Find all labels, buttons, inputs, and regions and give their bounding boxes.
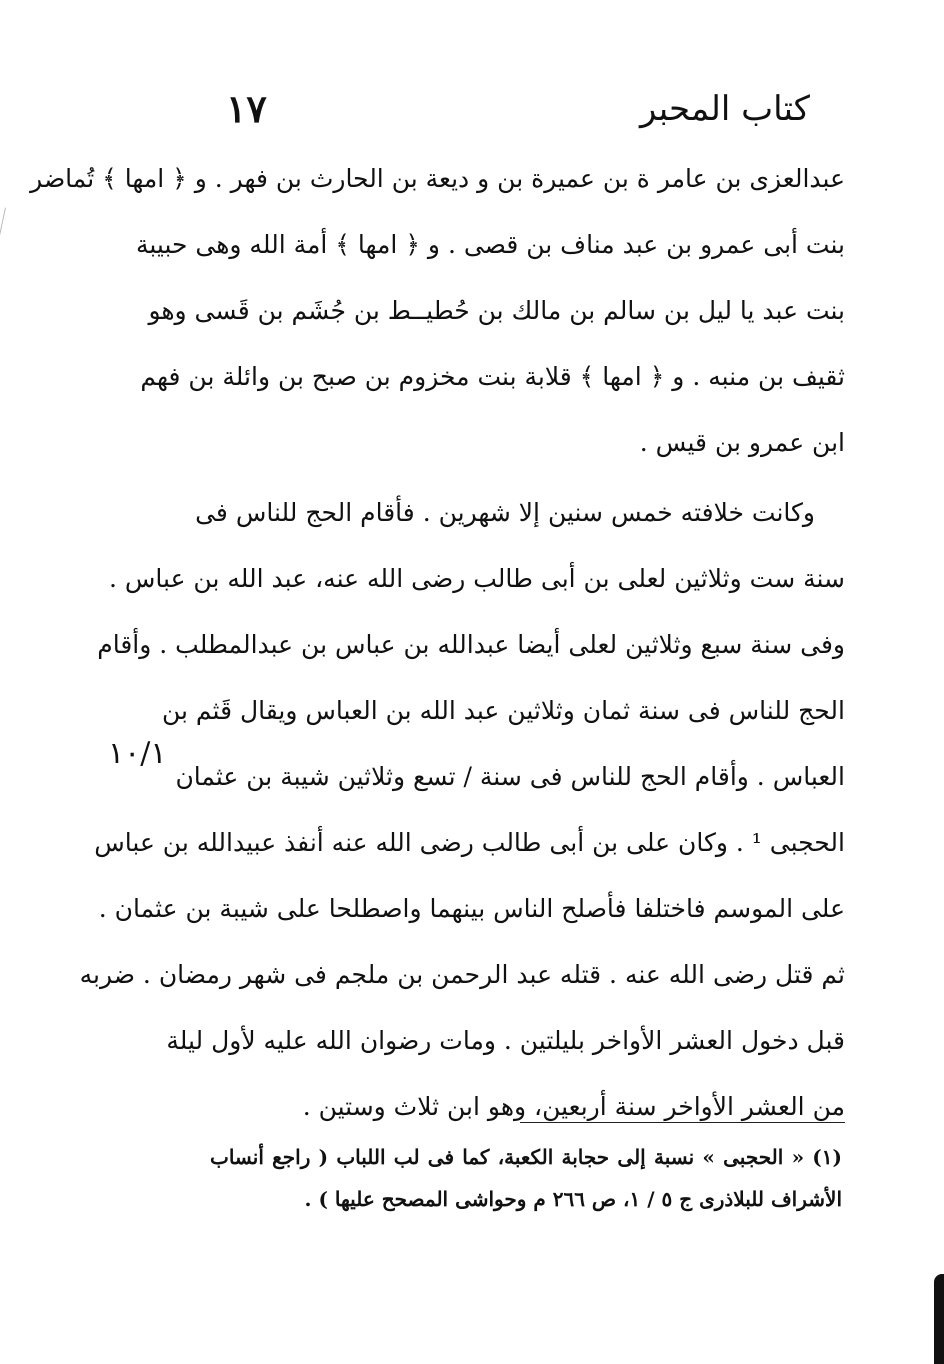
paragraph-1 xyxy=(30,146,845,476)
text-line: على الموسم فاختلفا فأصلح الناس بينهما واصطلحا على شيبة بن عثمان . xyxy=(98,894,845,923)
footnote-line: (١) « الحجبى » نسبة إلى حجابة الكعبة، كما فى لب اللباب ( راجع أنساب xyxy=(210,1145,842,1169)
footnote xyxy=(210,1136,842,1220)
text-line: ابن عمرو بن قيس . xyxy=(639,428,845,457)
page-edge-shadow xyxy=(934,1274,944,1364)
footnote-divider xyxy=(520,1122,845,1123)
margin-folio-note: ١٠/١ xyxy=(108,736,167,771)
book-title: كتاب المحبر xyxy=(639,89,810,129)
text-line: الحجبى ¹ . وكان على بن أبى طالب رضى الله عنه أنفذ عبيدالله بن عباس xyxy=(94,828,845,857)
text-line: الحج للناس فى سنة ثمان وثلاثين عبد الله بن العباس ويقال قَثم بن xyxy=(161,696,845,725)
text-line: قبل دخول العشر الأواخر بليلتين . ومات رضوان الله عليه لأول ليلة xyxy=(166,1026,845,1055)
text-line: من العشر الأواخر سنة أربعين، وهو ابن ثلاث وستين . xyxy=(302,1092,845,1121)
text-line: وفى سنة سبع وثلاثين لعلى أيضا عبدالله بن عباس بن عبدالمطلب . وأقام xyxy=(97,630,845,659)
text-line: سنة ست وثلاثين لعلى بن أبى طالب رضى الله عنه، عبد الله بن عباس . xyxy=(109,564,845,593)
text-line: العباس . وأقام الحج للناس فى سنة / تسع وثلاثين شيبة بن عثمان xyxy=(175,762,845,791)
scan-mark xyxy=(0,208,12,237)
text-line: ثم قتل رضى الله عنه . قتله عبد الرحمن بن ملجم فى شهر رمضان . ضربه xyxy=(79,960,845,989)
text-line: بنت أبى عمرو بن عبد مناف بن قصى . و ﴿ امها ﴾ أمة الله وهى حبيبة xyxy=(135,230,845,259)
text-line: ثقيف بن منبه . و ﴿ امها ﴾ قلابة بنت مخزوم بن صبح بن وائلة بن فهم xyxy=(140,362,845,391)
page-header xyxy=(200,84,840,144)
text-line: وكانت خلافته خمس سنين إلا شهرين . فأقام الحج للناس فى xyxy=(195,498,815,527)
text-line: بنت عبد يا ليل بن سالم بن مالك بن حُطيــط بن جُشَم بن قَسى وهو xyxy=(148,296,845,325)
text-line: عبدالعزى بن عامر ة بن عميرة بن و ديعة بن الحارث بن فهر . و ﴿ امها ﴾ تُماضر xyxy=(30,164,845,193)
footnote-line: الأشراف للبلاذرى ج ٥ / ١، ص ٢٦٦ م وحواشى المصحح عليها ) . xyxy=(304,1187,842,1211)
page-number: ١٧ xyxy=(226,86,267,131)
